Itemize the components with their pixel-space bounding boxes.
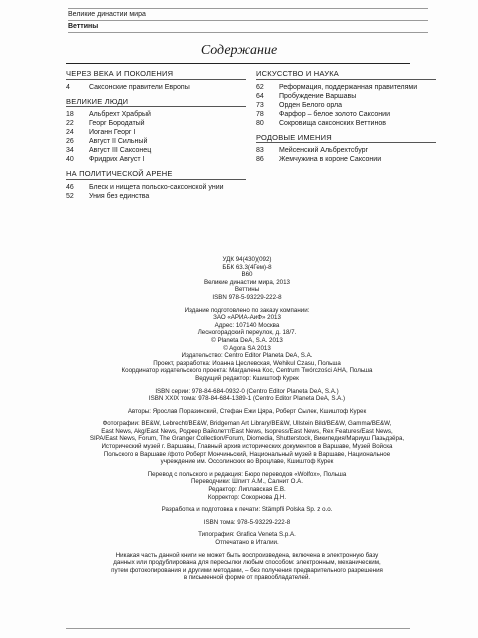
toc-entry <box>66 119 256 128</box>
toc-entry-title: Георг Бородатый <box>89 120 145 127</box>
toc-left-column <box>66 69 256 206</box>
series-header <box>68 8 428 33</box>
toc-entry-title: Август II Сильный <box>89 138 148 145</box>
toc-entry <box>256 101 446 110</box>
print-prep-credit: Разработка и подготовка к печати: Stämpfli Polska Sp. z o.o. <box>161 506 333 514</box>
imprint-line: Издательство: Centro Editor Planeta DeA, S.A. <box>181 352 313 360</box>
toc-entry-title: Блеск и нищета польско-саксонской унии <box>89 183 224 191</box>
author-code: В60 <box>241 271 253 279</box>
toc-page-number: 64 <box>256 92 264 100</box>
photo-credits: East News, Akg/East News, Роджер Вайолетт/East News, Isopress/East News, Rex Features/East News, <box>101 427 393 435</box>
toc-entry-title: Сокровища саксонских Веттинов <box>279 119 386 127</box>
toc-entry <box>66 146 256 155</box>
imprint-line: Ведущий редактор: Кшиштоф Курек <box>195 374 299 382</box>
toc-entry <box>66 192 256 201</box>
series-name: Великие династии мира <box>68 11 146 18</box>
toc-page-number: 40 <box>66 156 74 163</box>
toc-section-heading: ИСКУССТВО И НАУКА <box>256 69 436 80</box>
toc-entry-title: Фарфор – белое золото Саксонии <box>279 110 390 118</box>
printed-in: Отпечатано в Италии. <box>215 539 279 546</box>
toc-page-number: 22 <box>66 120 74 127</box>
toc-entry-title: Иоганн Георг I <box>89 129 136 136</box>
photo-credits: учреждение им. Оссолинских во Вроцлаве, Кшиштоф Курек <box>160 458 334 466</box>
title-rule <box>66 63 410 64</box>
toc-entry <box>66 83 256 92</box>
toc-entry-title: Саксонские правители Европы <box>89 83 190 91</box>
toc-page-number: 62 <box>256 83 264 91</box>
bottom-rule <box>66 628 410 629</box>
toc-page-number: 18 <box>66 111 74 118</box>
editor-credit: Редактор: Липлавская Е.В. <box>208 486 286 494</box>
isbn-volume: ISBN XXIX тома: 978-84-684-1389-1 (Centro Editor Planeta DeA, S.A.) <box>148 395 346 403</box>
toc-entry-title: Уния без единства <box>89 192 150 200</box>
toc-section-heading: НА ПОЛИТИЧЕСКОЙ АРЕНЕ <box>66 169 246 180</box>
toc-page-number: 73 <box>256 101 264 109</box>
header-rule <box>68 32 428 33</box>
translators-credit: Переводчики: Шпигт А.М., Салнит О.А. <box>190 478 304 486</box>
toc-entry <box>66 155 256 164</box>
toc-page-number: 80 <box>256 119 264 127</box>
imprint-line: Издание подготовлено по заказу компании: <box>184 306 310 314</box>
toc-entry-title: Мейсенский Альбрехтсбург <box>279 147 369 154</box>
imprint-line: © Agora SA 2013 <box>223 344 271 352</box>
imprint-line: ЗАО «АРИА-АиФ» 2013 <box>213 314 281 322</box>
contents-title: Содержание <box>200 43 278 58</box>
toc-entry-title: Пробуждение Варшавы <box>279 92 357 100</box>
toc-page-number: 83 <box>256 147 264 154</box>
toc-page-number: 26 <box>66 138 74 145</box>
isbn-volume-ru: ISBN тома: 978-5-93229-222-8 <box>203 518 291 526</box>
legal-notice: путем фотокопирования и другими методами, – без получения предварительного разрешения <box>111 566 383 574</box>
toc-section-heading: ЧЕРЕЗ ВЕКА И ПОКОЛЕНИЯ <box>66 69 246 80</box>
toc-entry <box>256 119 446 128</box>
volume-name: Веттины <box>68 23 99 30</box>
toc-entry <box>66 183 256 192</box>
isbn-series: ISBN серии: 978-84-684-0932-0 (Centro Editor Planeta DeA, S.A.) <box>155 387 339 395</box>
toc-section-heading: РОДОВЫЕ ИМЕНИЯ <box>256 133 436 144</box>
toc-entry <box>66 110 256 119</box>
toc-page-number: 24 <box>66 129 74 136</box>
translation-credit: Перевод с польского и редакция: Бюро переводов «Wolfox», Польша <box>147 470 347 478</box>
header-rule <box>68 8 428 9</box>
bbk-code: ББК 63.3(4Гем)-8 <box>222 263 272 271</box>
imprint-block <box>80 256 414 582</box>
photo-credits: Исторический музей г. Варшавы, Главный архив исторических документов в Варшаве, Музей Войска <box>101 443 393 451</box>
printing-house: Типография: Grafica Veneta S.p.A. <box>198 531 296 539</box>
legal-notice: в письменной форме от правообладателей. <box>183 574 311 582</box>
photo-credits: SIPA/East News, Forum, The Granger Collection/Forum, Diomedia, Shutterstock, Википедия/Мариуш Пазьдзёра, <box>89 435 405 443</box>
book-title: Великие династии мира, 2013 <box>203 278 291 286</box>
legal-notice: Никакая часть данной книги не может быть воспроизведена, включена в электронную базу <box>115 551 379 559</box>
toc-entry <box>256 110 446 119</box>
proofreader-credit: Корректор: Сокорнова Д.Н. <box>207 493 287 501</box>
toc-page-number: 34 <box>66 147 74 154</box>
toc-entry-title: Август III Саксонец <box>89 147 152 154</box>
toc-entry-title: Орден Белого орла <box>279 101 343 109</box>
toc-page-number: 78 <box>256 110 264 118</box>
imprint-line: Координатор издательского проекта: Магдалена Кос, Centrum Twórczości AHA, Польша <box>121 367 373 375</box>
toc-entry-title: Альбрехт Храбрый <box>89 111 151 118</box>
toc-entry <box>256 92 446 101</box>
udk-code: УДК 94(430)(092) <box>222 256 272 263</box>
toc-section-heading: ВЕЛИКИЕ ЛЮДИ <box>66 97 246 108</box>
imprint-line: Проект, разработка: Иоанна Цеслевская, Wehikul Czasu, Польша <box>153 359 341 367</box>
photo-credits: Фотографии: BE&W, Lebrecht/BE&W, Bridgeman Art Library/BE&W, Ullstein Bild/BE&W, Gamma/BE&W, <box>102 420 392 428</box>
toc-entry <box>66 137 256 146</box>
toc-entry-title: Фридрих Август I <box>89 156 145 163</box>
imprint-line: Адрес: 107140 Москва <box>214 321 280 329</box>
toc-page-number: 46 <box>66 183 74 191</box>
toc-entry-title: Жемчужина в короне Саксонии <box>279 156 382 163</box>
toc-entry <box>256 146 446 155</box>
toc-right-column <box>256 69 446 169</box>
toc-entry-title: Реформация, поддержанная правителями <box>279 83 418 91</box>
legal-notice: данных или продублирована для пересылки любым способом: электронным, механическим, <box>113 559 381 567</box>
toc-entry <box>256 83 446 92</box>
toc-entry <box>256 155 446 164</box>
toc-page-number: 86 <box>256 156 264 163</box>
imprint-line: © Planeta DeA, S.A. 2013 <box>211 336 283 344</box>
photo-credits: Польского в Варшаве /фото Роберт Мончиньский, Национальный музей в Варшаве, Национальное <box>103 450 391 458</box>
isbn-main: ISBN 978-5-93229-222-8 <box>212 293 282 301</box>
toc-page-number: 4 <box>66 83 70 91</box>
toc-entry <box>66 128 256 137</box>
authors-line: Авторы: Ярослав Поразинский, Стефан Ежи Цяра, Роберт Сылек, Кшиштоф Курек <box>127 407 367 415</box>
toc-page-number: 52 <box>66 192 74 200</box>
book-subtitle: Веттины <box>234 286 260 294</box>
header-rule <box>68 20 428 21</box>
imprint-line: Лесногорадский переулок, д. 18/7. <box>197 329 297 337</box>
